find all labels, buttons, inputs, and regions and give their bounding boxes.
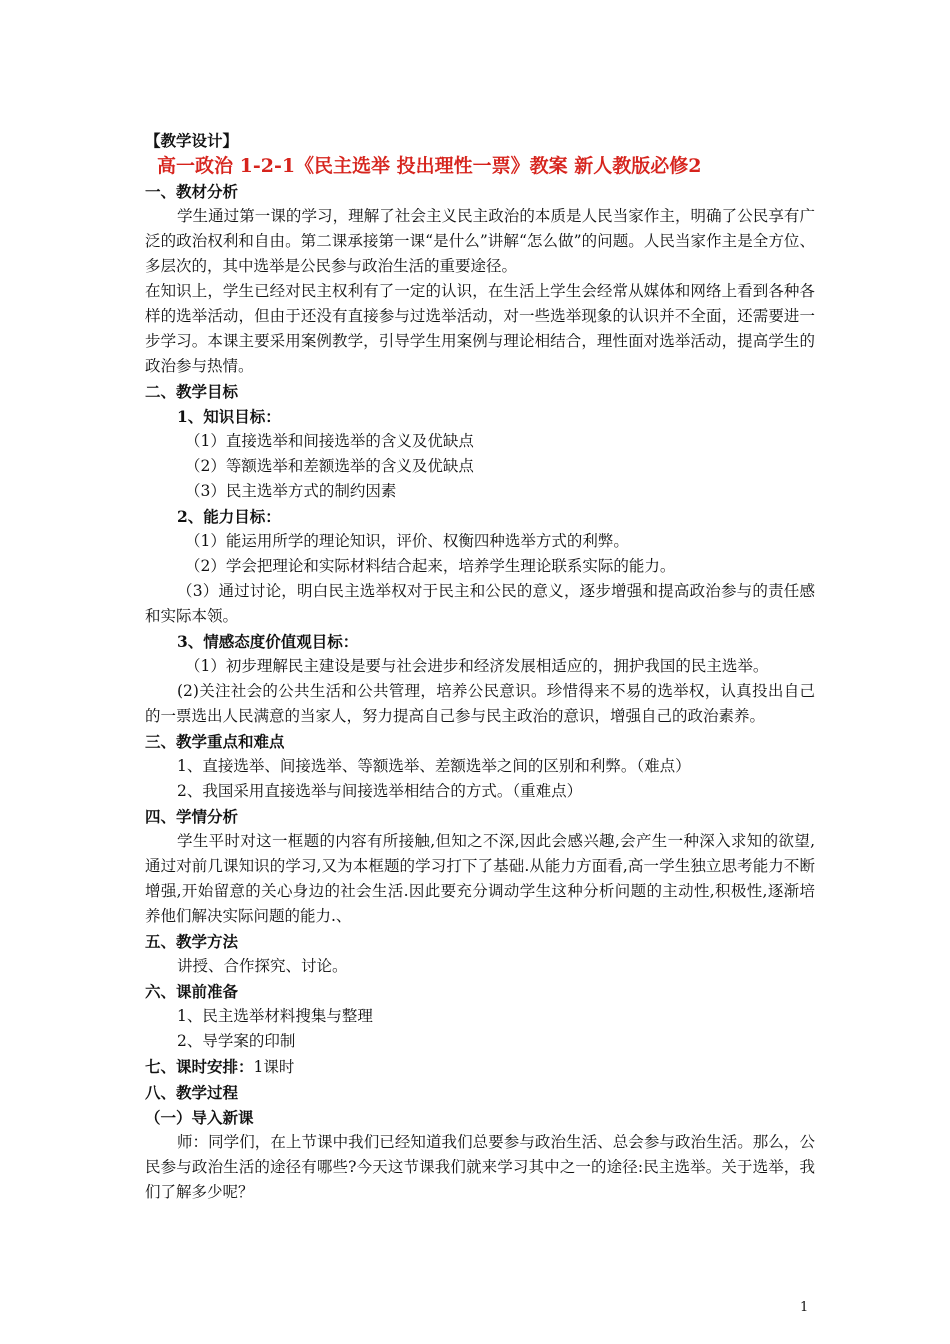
list-item: （1）能运用所学的理论知识，评价、权衡四种选举方式的利弊。 [185, 532, 629, 550]
doc-label: 【教学设计】 [145, 131, 239, 150]
list-item: （1）直接选举和间接选举的含义及优缺点 [185, 432, 474, 450]
doc-title: 高一政治 1-2-1《民主选举 投出理性一票》教案 新人教版必修2 [157, 155, 702, 177]
list-item: （3）民主选举方式的制约因素 [185, 482, 397, 500]
list-item: (2)关注社会的公共生活和公共管理，培养公民意识。珍惜得来不易的选举权，认真投出自己的一票选出人民满意的当家人，努力提高自己参与民主政治的意识，增强自己的政治素养。 [145, 682, 815, 725]
schedule-line [145, 1054, 815, 1080]
section-heading: 一、教材分析 [145, 182, 239, 201]
list-item: （3）通过讨论，明白民主选举权对于民主和公民的意义，逐步增强和提高政治参与的责任感和实际本领。 [145, 582, 815, 625]
paragraph: 学生通过第一课的学习，理解了社会主义民主政治的本质是人民当家作主，明确了公民享有广泛的政治权利和自由。第二课承接第一课“是什么”讲解“怎么做”的问题。人民当家作主是全方位、多层次的，其中选举是公民参与政治生活的重要途径。 [145, 207, 815, 275]
paragraph: 学生平时对这一框题的内容有所接触,但知之不深,因此会感兴趣,会产生一种深入求知的欲望,通过对前几课知识的学习,又为本框题的学习打下了基础.从能力方面看,高一学生独立思考能力不断增强,开始留意的关心身边的社会生活.因此要充分调动学生这种分析问题的主动性,积极性,逐渐培养他们解决实际问题的能力.、 [145, 832, 815, 925]
section-heading: 五、教学方法 [145, 932, 239, 951]
section-heading: 七、课时安排： [145, 1057, 254, 1076]
list-item: 2、我国采用直接选举与间接选举相结合的方式。（重难点） [177, 782, 583, 800]
list-item: 2、导学案的印制 [177, 1032, 296, 1050]
section-heading: 三、教学重点和难点 [145, 732, 285, 751]
list-item: （1）初步理解民主建设是要与社会进步和经济发展相适应的，拥护我国的民主选举。 [185, 657, 769, 675]
section-heading: 六、课前准备 [145, 982, 239, 1001]
subsection-heading: 1、知识目标： [177, 407, 281, 426]
paragraph: 在知识上，学生已经对民主权利有了一定的认识，在生活上学生会经常从媒体和网络上看到各种各样的选举活动，但由于还没有直接参与过选举活动，对一些选举现象的认识并不全面，还需要进一步学习。本课主要采用案例教学，引导学生用案例与理论相结合，理性面对选举活动，提高学生的政治参与热情。 [145, 282, 815, 375]
list-item: （2）等额选举和差额选举的含义及优缺点 [185, 457, 474, 475]
page-number: 1 [800, 1300, 809, 1315]
paragraph: 师：同学们，在上节课中我们已经知道我们总要参与政治生活、总会参与政治生活。那么，公民参与政治生活的途径有哪些?今天这节课我们就来学习其中之一的途径:民主选举。关于选举，我们了解多少呢？ [145, 1133, 815, 1201]
section-heading: 四、学情分析 [145, 807, 239, 826]
document-body [145, 128, 815, 1205]
subsection-heading: 3、情感态度价值观目标： [177, 632, 359, 651]
paragraph: 讲授、合作探究、讨论。 [177, 957, 348, 975]
list-item: 1、直接选举、间接选举、等额选举、差额选举之间的区别和利弊。（难点） [177, 757, 691, 775]
section-heading: 八、教学过程 [145, 1083, 239, 1102]
schedule-value: 1课时 [253, 1058, 295, 1076]
list-item: （2）学会把理论和实际材料结合起来，培养学生理论联系实际的能力。 [185, 557, 676, 575]
list-item: 1、民主选举材料搜集与整理 [177, 1007, 373, 1025]
subsection-heading: 2、能力目标： [177, 507, 281, 526]
subsection-heading: （一）导入新课 [145, 1108, 254, 1127]
section-heading: 二、教学目标 [145, 382, 239, 401]
